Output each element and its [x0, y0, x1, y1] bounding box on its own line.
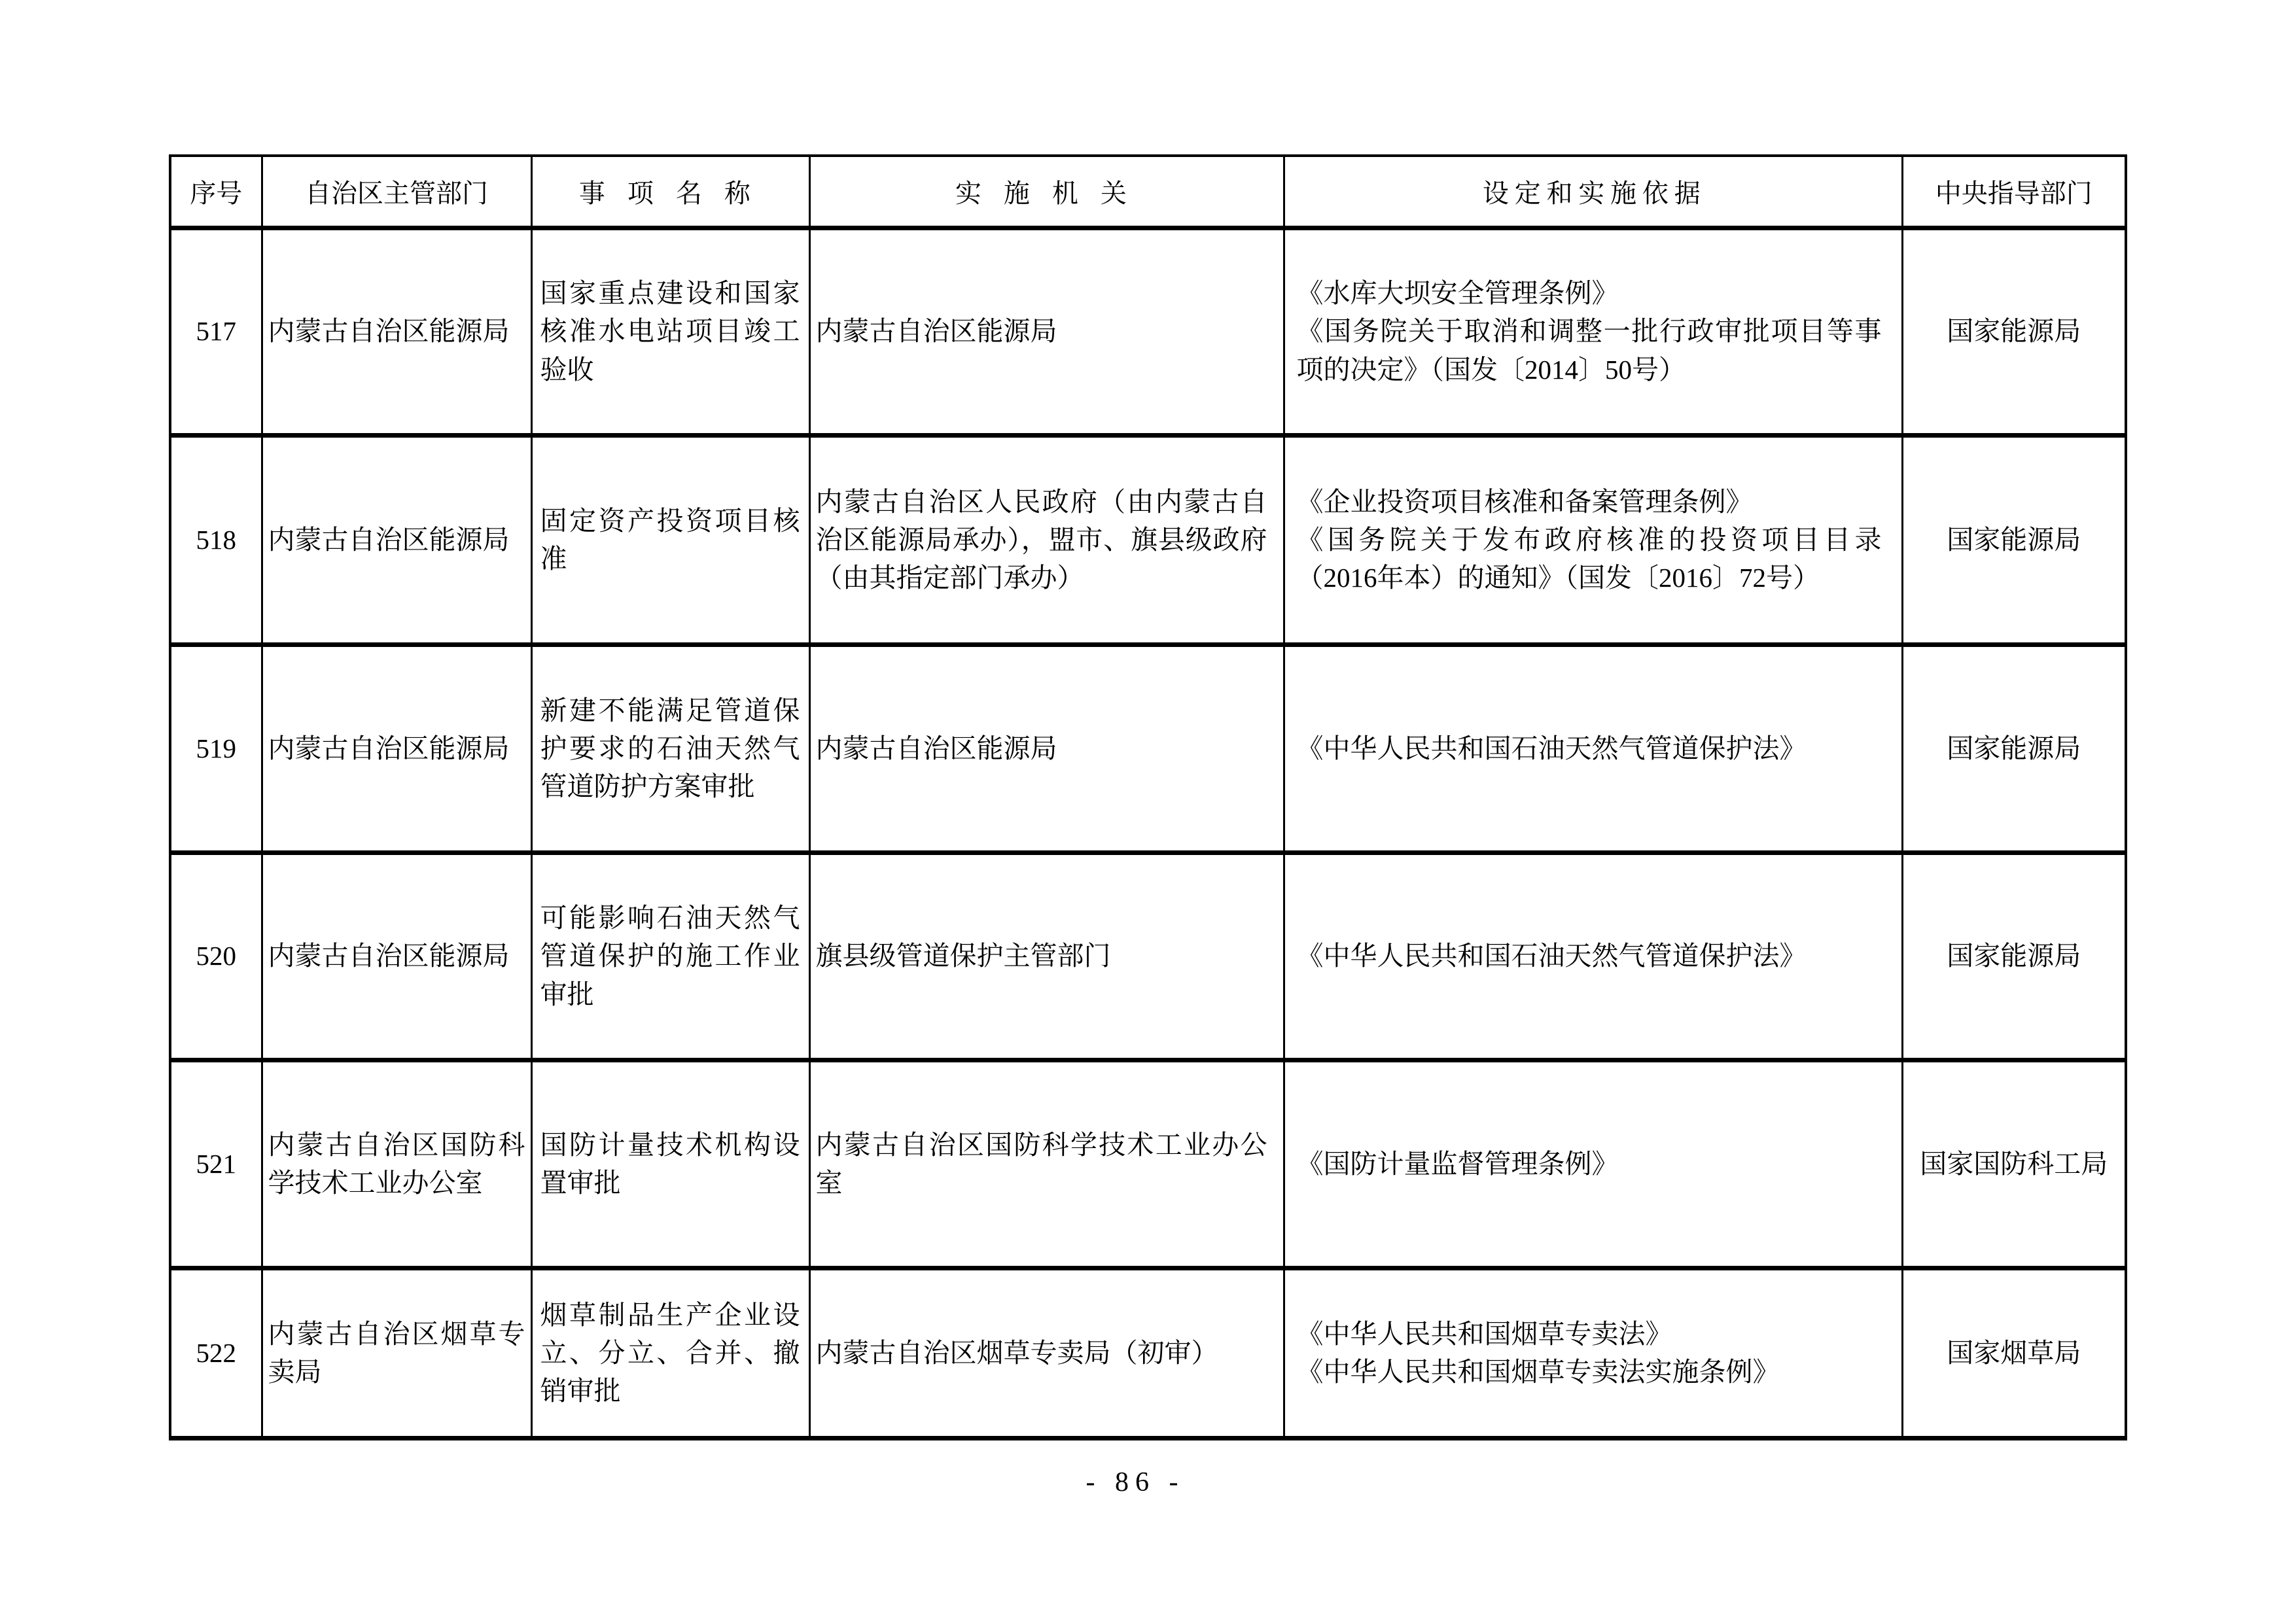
cell-central-dept: 国家烟草局 [1902, 1268, 2126, 1438]
cell-dept: 内蒙古自治区能源局 [262, 435, 531, 644]
cell-item-name: 国防计量技术机构设置审批 [531, 1060, 809, 1268]
basis-line: 《企业投资项目核准和备案管理条例》 [1296, 486, 1753, 517]
header-row [170, 156, 2126, 228]
basis-line: 《中华人民共和国烟草专卖法》 [1296, 1318, 1672, 1349]
table-row [170, 228, 2126, 435]
cell-agency: 内蒙古自治区人民政府（由内蒙古自治区能源局承办），盟市、旗县级政府（由其指定部门承办） [809, 435, 1284, 644]
cell-agency: 旗县级管道保护主管部门 [809, 852, 1284, 1060]
cell-seq: 517 [170, 228, 262, 435]
cell-basis [1284, 852, 1902, 1060]
table-row [170, 852, 2126, 1060]
basis-line: 《国务院关于取消和调整一批行政审批项目等事项的决定》（国发〔2014〕50号） [1296, 316, 1882, 385]
table-row [170, 644, 2126, 852]
cell-basis [1284, 435, 1902, 644]
cell-agency: 内蒙古自治区能源局 [809, 644, 1284, 852]
cell-central-dept: 国家能源局 [1902, 228, 2126, 435]
basis-line: 《水库大坝安全管理条例》 [1296, 278, 1619, 309]
cell-item-name: 新建不能满足管道保护要求的石油天然气管道防护方案审批 [531, 644, 809, 852]
column-header-seq: 序号 [170, 156, 262, 228]
approval-items-table [169, 154, 2127, 1440]
cell-seq: 520 [170, 852, 262, 1060]
column-header-item-name: 事项名称 [531, 156, 809, 228]
cell-central-dept: 国家能源局 [1902, 435, 2126, 644]
cell-central-dept: 国家国防科工局 [1902, 1060, 2126, 1268]
cell-seq: 518 [170, 435, 262, 644]
basis-line: 《国务院关于发布政府核准的投资项目目录（2016年本）的通知》（国发〔2016〕72号） [1296, 524, 1882, 593]
cell-dept: 内蒙古自治区烟草专卖局 [262, 1268, 531, 1438]
cell-basis [1284, 644, 1902, 852]
basis-line: 《中华人民共和国石油天然气管道保护法》 [1296, 733, 1807, 763]
cell-agency: 内蒙古自治区能源局 [809, 228, 1284, 435]
table-row [170, 1268, 2126, 1438]
page-number: - 86 - [1086, 1467, 1185, 1497]
cell-dept: 内蒙古自治区能源局 [262, 852, 531, 1060]
column-header-agency: 实施机关 [809, 156, 1284, 228]
cell-agency: 内蒙古自治区国防科学技术工业办公室 [809, 1060, 1284, 1268]
cell-seq: 521 [170, 1060, 262, 1268]
cell-dept: 内蒙古自治区能源局 [262, 228, 531, 435]
cell-dept: 内蒙古自治区国防科学技术工业办公室 [262, 1060, 531, 1268]
cell-basis [1284, 1060, 1902, 1268]
cell-basis [1284, 1268, 1902, 1438]
cell-seq: 519 [170, 644, 262, 852]
cell-central-dept: 国家能源局 [1902, 644, 2126, 852]
cell-agency: 内蒙古自治区烟草专卖局（初审） [809, 1268, 1284, 1438]
cell-item-name: 固定资产投资项目核准 [531, 435, 809, 644]
cell-dept: 内蒙古自治区能源局 [262, 644, 531, 852]
cell-seq: 522 [170, 1268, 262, 1438]
basis-line: 《国防计量监督管理条例》 [1296, 1148, 1619, 1179]
basis-line: 《中华人民共和国石油天然气管道保护法》 [1296, 941, 1807, 971]
cell-item-name: 国家重点建设和国家核准水电站项目竣工验收 [531, 228, 809, 435]
column-header-basis: 设定和实施依据 [1284, 156, 1902, 228]
basis-line: 《中华人民共和国烟草专卖法实施条例》 [1296, 1357, 1780, 1387]
cell-central-dept: 国家能源局 [1902, 852, 2126, 1060]
cell-item-name: 烟草制品生产企业设立、分立、合并、撤销审批 [531, 1268, 809, 1438]
column-header-dept: 自治区主管部门 [262, 156, 531, 228]
table-row [170, 1060, 2126, 1268]
column-header-central-dept: 中央指导部门 [1902, 156, 2126, 228]
table-row [170, 435, 2126, 644]
cell-basis [1284, 228, 1902, 435]
cell-item-name: 可能影响石油天然气管道保护的施工作业审批 [531, 852, 809, 1060]
